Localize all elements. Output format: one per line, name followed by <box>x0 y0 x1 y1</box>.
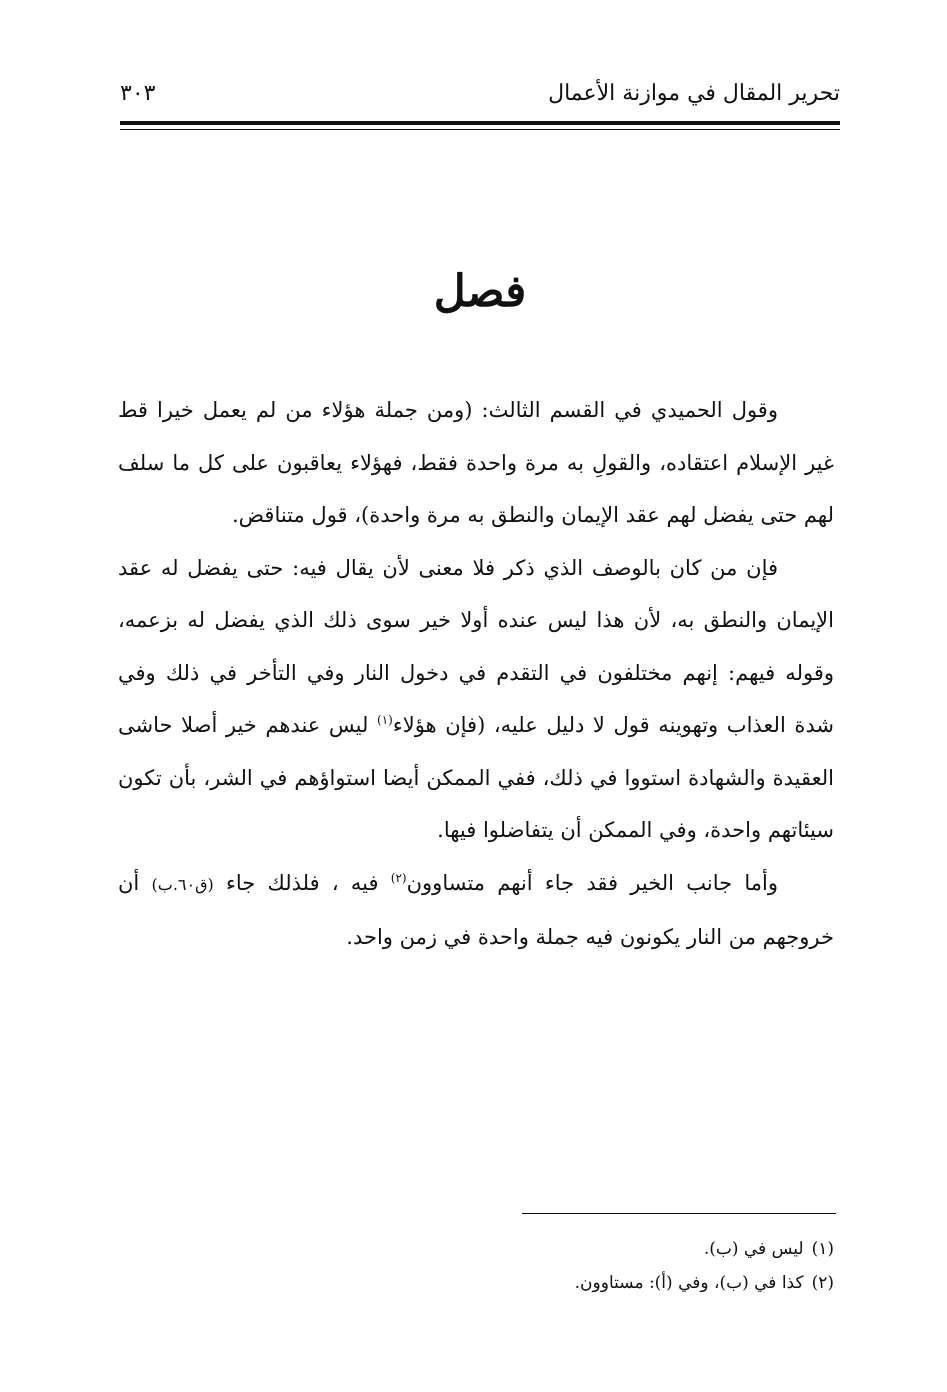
section-heading: فصل <box>433 266 527 317</box>
paragraph-3-text-a: وأما جانب الخير فقد جاء أنهم متساوون <box>406 870 778 895</box>
body-text <box>118 384 834 964</box>
footnote-2-number: (٢) <box>811 1273 834 1293</box>
footnote-ref-2: (٢) <box>390 870 407 885</box>
footnote-ref-1: (١) <box>377 713 393 727</box>
paragraph-3 <box>118 857 834 964</box>
header-rule-thin <box>120 129 840 130</box>
paragraph-2-text-b: ليس عندهم خير أصلا حاشى العقيدة والشهادة استووا في ذلك، ففي الممكن أيضا استواؤهم في الشر، بأن تكون سيئاتهم واحدة، وفي الممكن أن يتفاضلوا فيها. <box>118 713 834 842</box>
paragraph-1 <box>118 384 834 542</box>
paragraph-3-text-b: فيه ، فلذلك جاء <box>226 870 391 895</box>
paragraph-1-text: وقول الحميدي في القسم الثالث: (ومن جملة هؤلاء من لم يعمل خيرا قط غير الإسلام اعتقاده، والقولِ به مرة واحدة فقط، فهؤلاء يعاقبون على كل ما سلف لهم حتى يفضل لهم عقد الإيمان والنطق به مرة واحدة)، قول متناقض. <box>118 398 834 527</box>
footnote-rule <box>522 1213 836 1214</box>
manuscript-marker: (ق٦٠.ب) <box>151 874 214 894</box>
footnote-2-text: كذا في (ب)، وفي (أ): مستاوون. <box>574 1273 804 1293</box>
footnote-1 <box>420 1232 834 1266</box>
paragraph-3-text-c: أن خروجهم من النار يكونون فيه جملة واحدة في زمن واحد. <box>118 870 834 949</box>
footnote-2 <box>420 1266 834 1300</box>
running-header-title: تحرير المقال في موازنة الأعمال <box>548 81 840 106</box>
page-number: ٣٠٣ <box>120 81 156 106</box>
footnote-1-text: ليس في (ب). <box>703 1239 804 1259</box>
paragraph-2-text-a: فإن من كان بالوصف الذي ذكر فلا معنى لأن يقال فيه: حتى يفضل له عقد الإيمان والنطق به، لأن هذا ليس عنده أولا خير سوى ذلك الذي يفضل له بزعمه، وقوله فيهم: إنهم مختلفون في التقدم في دخول النار وفي التأخر في ذلك وفي شدة العذاب وتهوينه قول لا دليل عليه، (فإن هؤلاء <box>118 555 835 737</box>
header-rule-thick <box>120 121 840 125</box>
running-header <box>120 78 840 118</box>
paragraph-2 <box>118 542 834 857</box>
footnotes <box>420 1232 834 1300</box>
footnote-1-number: (١) <box>811 1239 834 1259</box>
